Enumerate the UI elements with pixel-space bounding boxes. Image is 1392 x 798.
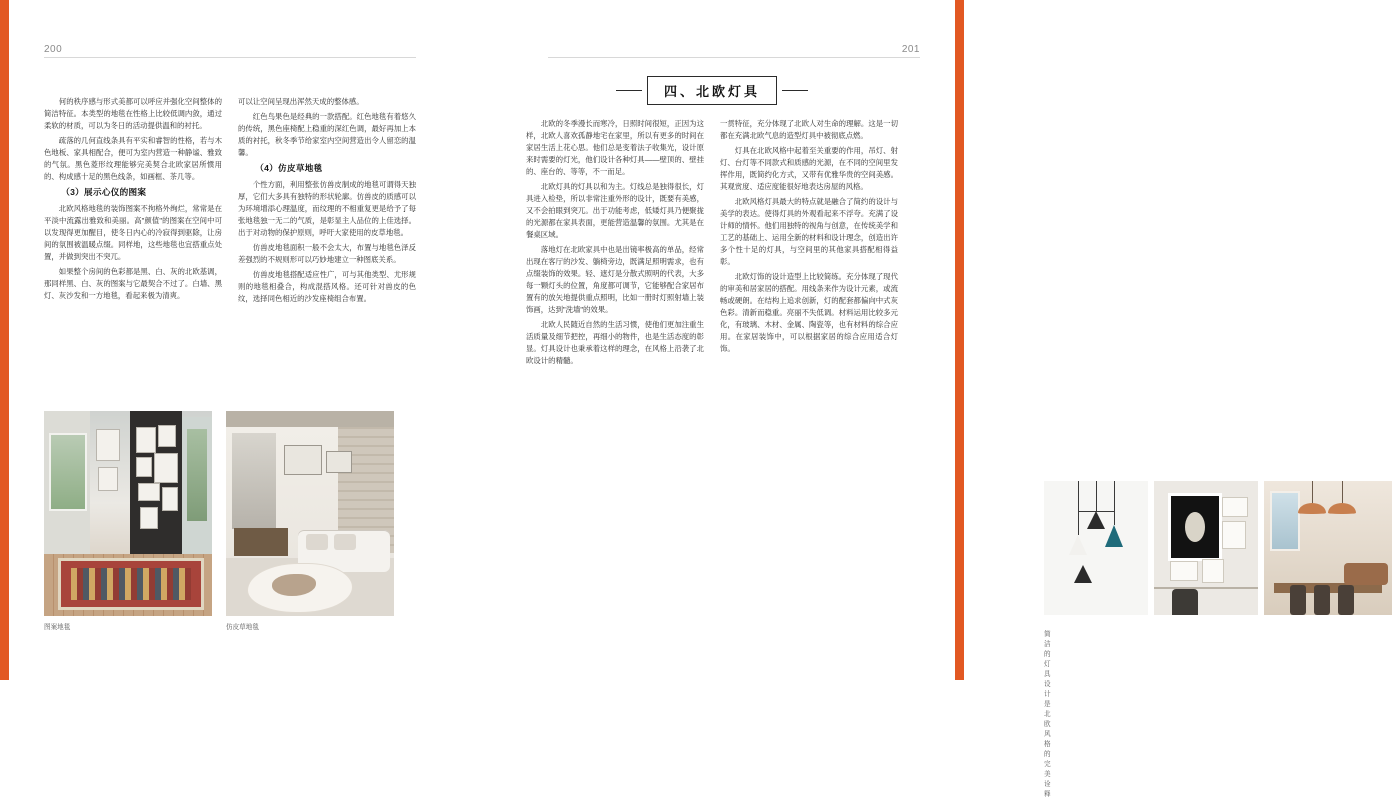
title-dash-left-icon [616, 90, 642, 91]
paragraph: 北欧的冬季漫长而寒冷，日照时间很短，正因为这样，北欧人喜欢孤静地宅在家里，所以有更多的时间在家居生活上花心思。他们总是变着法子收集光，设计原来时需要的灯光，他们设计各种灯具——壁顶的、壁挂的、座台的、等等，不一而足。 [526, 119, 704, 176]
right-edge-accent-bar [955, 0, 964, 680]
paragraph: 灯具在北欧风格中起着至关重要的作用，吊灯、射灯、台灯等不同款式和质感的光源，在不同的空间里发挥作用，既简约化方式，又带有优雅华贵的空间美感。其观赏度、适应度能很好地表达房屋的风格。 [720, 145, 898, 191]
photo-dining-room-with-copper-pendants [1264, 481, 1392, 615]
paragraph: 如果整个房间的色彩都是黑、白、灰的北欧基调，那同样黑、白、灰的图案与它最契合不过了。白墙、黑灯、灰沙发和一方地毯，看起来极为清爽。 [44, 266, 222, 300]
paragraph: 何的秩序感与形式美都可以呼应并强化空间整体的简洁特征。本类型的地毯在性格上比较低调内敛，通过柔软的材质，可以为冬日的活动提供温和的衬托。 [44, 97, 222, 130]
left-page [0, 0, 482, 680]
paragraph: 北欧灯饰的设计造型上比较简练。充分体现了现代的审美和居家居的搭配。用线条来作为设计元素，或流畅或硬朗。在结构上追求创新，灯的配套都偏向中式灰色彩。清新而稳重。亮丽不失低调。材料运用比较多元化，有玻璃、木材、金属、陶瓷等，也有材料的综合应用。在家居装饰中，可以根据家居的综合应用适合灯饰。 [720, 271, 898, 353]
left-column-2 [238, 96, 416, 308]
photo-hallway-with-kilim-rug [44, 411, 212, 616]
left-page-columns [44, 96, 416, 308]
figure-patterned-rug [44, 411, 212, 631]
left-column-1 [44, 96, 222, 308]
paragraph: 落地灯在北欧家具中也是出镜率极高的单品，经常出现在客厅的沙发、躺椅旁边，既满足照明需求，也有点缀装饰的效果。轻、遮灯是分散式照明的代表，大多每一颗灯头的位置，角度都可调节，它能够配合家居布置有的放矢地提供重点照明，比如一册时灯照射墙上装饰画，达到"洗墙"的效果。 [526, 244, 704, 314]
paragraph: 北欧人民随近自然的生活习惯，使他们更加注重生活质量及细节把控，再细小的物件，也是生活态度的彰显。灯具设计也秉承着这样的理念，在风格上沿袭了北欧设计的精髓。 [526, 319, 704, 365]
paragraph: 个性方面，利用整张仿兽皮制成的地毯可谓得天独厚，它们大多具有独特的形状轮廓。仿兽皮的质感可以为环境增添心理温度，而纹理的不相重复更是给予了每张地毯独一无二的气质，是彰显主人品位的上佳选择。出于对动物的保护原则，呼吁大家使用的皮草地毯。 [238, 179, 416, 237]
paragraph: 可以让空间呈现出浑然天成的整体感。 [238, 97, 364, 106]
paragraph: 北欧风格灯具最大的特点就是融合了简约的设计与美学的表达。使得灯具的外观看起来不浮夸。充满了设计师的情怀。他们用独特的视角与创意，在传统美学和工艺的基础上、运用全新的材料和设计理念，创造出许多个性十足的灯具，与空间里的其他家具搭配相得益彰。 [720, 196, 898, 266]
left-edge-accent-bar [0, 0, 9, 680]
paragraph: 北欧灯具的灯具以和为主。灯线总是独得很长，灯具进入检垫，所以非常注重外形的设计，既要有美感，又不会拍眼到突兀。出于功能考虑，低矮灯具乃便聚拢的光源都在家具表面，更能营造温馨的氛围。尤其是在餐桌区域。 [526, 181, 704, 239]
left-page-figures [44, 411, 394, 631]
title-dash-right-icon [782, 90, 808, 91]
paragraph: 仿兽皮地毯面积一般不会太大，布置与地毯色泽反差强烈的不规则形可以巧妙地建立一种图底关系。 [238, 242, 416, 264]
photo-pendant-lamps [1044, 481, 1148, 615]
page-number-right: 201 [901, 44, 920, 55]
paragraph: 疏落的几何直线条具有平实和睿智的性格，若与木色地板、家具相配合，便可为室内营造一种静谧、雅致的气氛。黑色菱形纹理能够完美契合北欧家居所惯用的、构成感十足的黑色线条，如画框、茶几等。 [44, 135, 222, 181]
figure-faux-hide-rug [226, 411, 394, 631]
right-column-1 [526, 118, 704, 370]
header-rule-left [44, 57, 416, 58]
right-page [482, 0, 1051, 798]
right-page-figures [1044, 481, 1392, 615]
photo-living-room-with-cowhide-rug [226, 411, 394, 616]
paragraph: 仿兽皮地毯搭配适应性广，可与其他类型、尤形规则的地毯相叠合，构成混搭风格。还可针对兽皮的色纹，选择同色相近的沙发座椅组合布置。 [238, 269, 416, 303]
photo-gallery-wall-with-poster [1154, 481, 1258, 615]
paragraph: 红色鸟果色是经典的一款搭配。红色地毯有着悠久的传统，黑色座椅配上稳重的深红色调，最好再加上本质的衬托，秋冬季节给家室内空间营造出令人留恋的温馨。 [238, 111, 416, 157]
section-title: 四、北欧灯具 [647, 76, 777, 105]
section-title-container [526, 76, 898, 105]
figure-caption: 图案地毯 [44, 624, 71, 631]
right-column-2 [720, 118, 898, 370]
subheading: （3）展示心仪的图案 [61, 186, 147, 197]
paragraph: 北欧风格地毯的装饰图案不拘格外绚烂，常常是在平淡中流露出雅致和美丽。高"颜值"的图案在空间中可以发现得更加醒目，使冬日内心的冷寂得到驱除，让房间的氛围被温暖点缀。同样地，这些地毯也宜搭重点处置，并做到突出不突兀。 [44, 203, 222, 261]
right-figure-caption: 简洁的灯具设计是北欧风格的完美诠释 [1044, 631, 1051, 798]
paragraph: 一贯特征，充分体现了北欧人对生命的理解。这是一切都在充满北欧气息的造型灯具中被彻底点燃。 [720, 119, 898, 140]
figure-caption: 仿皮草地毯 [226, 624, 259, 631]
subheading: （4）仿皮草地毯 [255, 162, 323, 173]
header-rule-right [548, 57, 920, 58]
right-page-columns [526, 118, 898, 370]
page-number-left: 200 [44, 44, 63, 55]
